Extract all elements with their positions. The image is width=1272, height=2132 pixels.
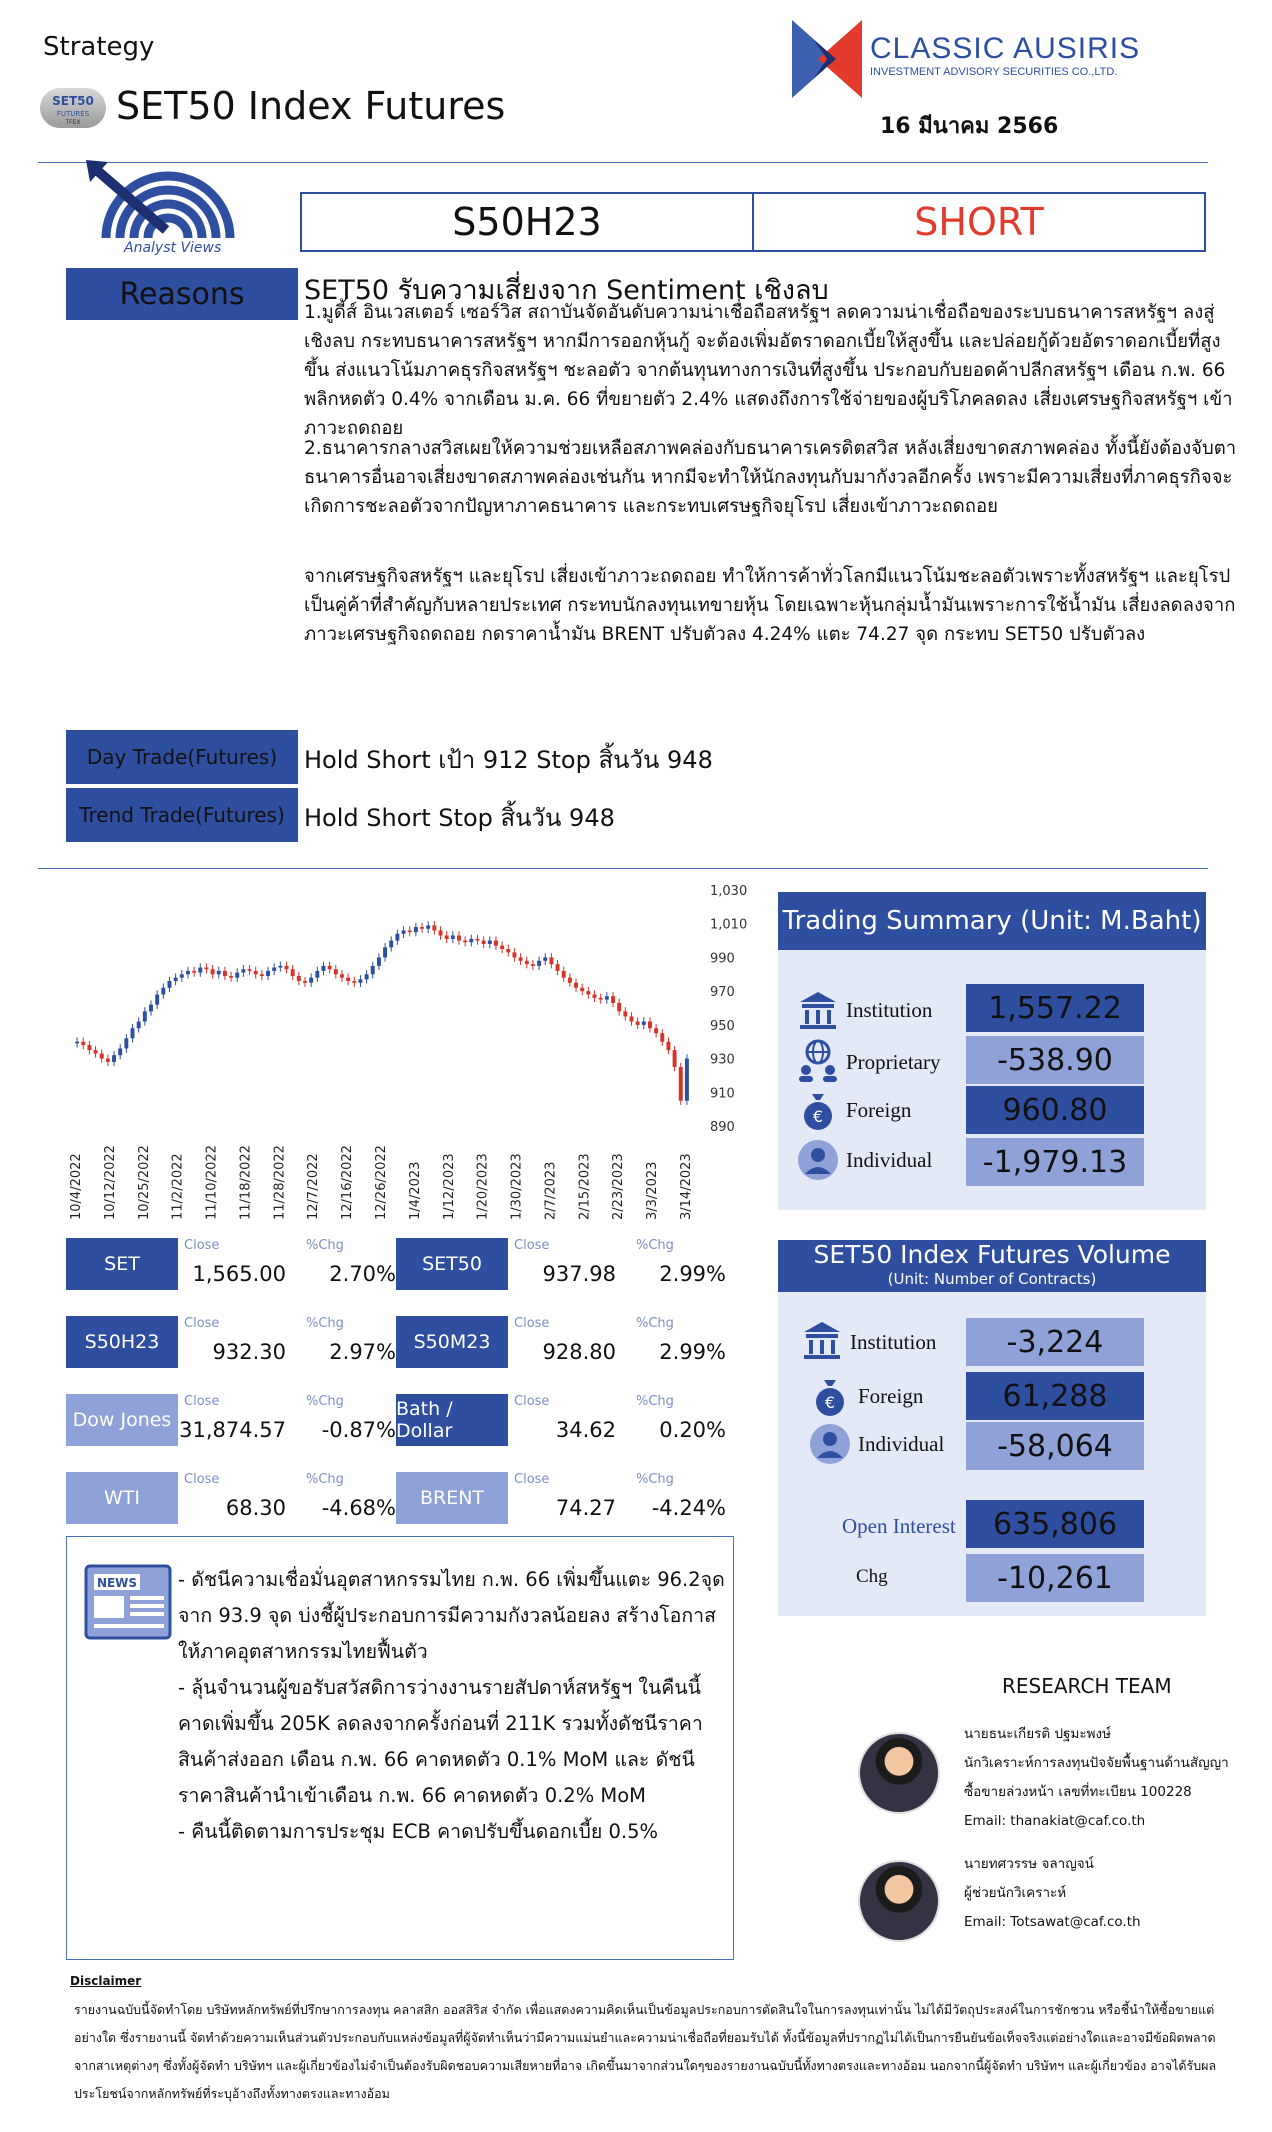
vol-row-label: Institution: [850, 1330, 937, 1354]
chg-value: 2.99%: [659, 1340, 726, 1364]
candle-body: [537, 961, 541, 966]
market-name: S50M23: [396, 1316, 508, 1368]
news-item: - ดัชนีความเชื่อมั่นอุตสาหกรรมไทย ก.พ. 66 เพิ่มขึ้นแตะ 96.2จุด จาก 93.9 จุด บ่งชี้ผู้ประกอบการมีความกังวลน้อยลง สร้างโอกาสให้ภาคอุตสาหกรรมไทยฟื้นตัว: [178, 1568, 725, 1663]
candle-body: [654, 1028, 658, 1033]
candle-body: [451, 936, 455, 939]
candle-body: [611, 996, 615, 1003]
analyst-role: ผู้ช่วยนักวิเคราะห์: [964, 1885, 1067, 1901]
candle-body: [248, 969, 252, 971]
set50-candlestick-chart: [60, 876, 760, 1226]
ts-value-institution: 1,557.22: [966, 984, 1144, 1032]
set50-futures-logo: [40, 88, 106, 128]
candle-body: [574, 983, 578, 988]
candle-body: [87, 1045, 91, 1050]
section-label: Strategy: [43, 32, 155, 62]
target-arrow-icon: [86, 160, 256, 240]
candle-body: [383, 947, 387, 957]
person-icon: [808, 1422, 852, 1466]
market-box: [66, 1316, 396, 1368]
x-tick-label: 1/20/2023: [475, 1153, 491, 1220]
svg-text:TFEX: TFEX: [65, 119, 81, 126]
candle-body: [642, 1021, 646, 1024]
candle-body: [389, 941, 393, 948]
chg-value: -0.87%: [321, 1418, 396, 1442]
chg-value: -4.24%: [651, 1496, 726, 1520]
candle-body: [118, 1048, 122, 1055]
x-tick-label: 12/26/2022: [374, 1145, 389, 1220]
market-name: SET: [66, 1238, 178, 1290]
candle-body: [679, 1067, 683, 1101]
candle-body: [322, 966, 326, 971]
x-tick-label: 2/15/2023: [577, 1153, 593, 1220]
news-list: [178, 1562, 730, 1850]
candle-body: [414, 927, 418, 932]
candle-body: [81, 1042, 85, 1045]
close-caption: Close: [184, 1316, 220, 1331]
candle-body: [506, 949, 510, 952]
close-value: 31,874.57: [179, 1418, 286, 1442]
candle-body: [266, 971, 270, 976]
close-caption: Close: [514, 1238, 550, 1253]
candle-body: [352, 981, 356, 983]
x-tick-label: 1/4/2023: [407, 1161, 423, 1220]
candle-body: [617, 1003, 621, 1011]
close-value: 928.80: [542, 1340, 616, 1364]
candle-body: [377, 957, 381, 965]
market-box: [396, 1316, 726, 1368]
candle-body: [143, 1011, 147, 1021]
candle-body: [358, 979, 362, 982]
close-value: 937.98: [542, 1262, 616, 1286]
close-value: 68.30: [225, 1496, 286, 1520]
analyst-card: [964, 1850, 1141, 1937]
chg-value: 0.20%: [659, 1418, 726, 1442]
y-tick-label: 950: [710, 1018, 735, 1034]
vol-row-label: Foreign: [858, 1384, 924, 1408]
candle-body: [420, 927, 424, 929]
chg-value: 2.70%: [329, 1262, 396, 1286]
candle-body: [605, 996, 609, 999]
candle-body: [180, 974, 184, 977]
candle-body: [186, 971, 190, 974]
candle-body: [673, 1050, 677, 1067]
candle-body: [365, 974, 369, 979]
candle-body: [568, 978, 572, 983]
disclaimer-text: รายงานฉบับนี้จัดทำโดย บริษัทหลักทรัพย์ที่ปรึกษาการลงทุน คลาสสิก ออสสิริส จำกัด เพื่อแสดงความคิดเห็นเป็นข้อมูลประกอบการตัดสินใจในการลงทุนเท่านั้น ไม่ได้มีวัตถุประสงค์ในการชักชวน หรือชี้นำให้ซื้อขายแต่อย่างใด ซึ่งรายงานนี้ จัดทำด้วยความเห็นส่วนตัวประกอบกับแหล่งข้อมูลที่ผู้จัดทำเห็นว่ามีความแม่นยำและความน่าเชื่อถือที่ยอมรับได้ ทั้งนี้ข้อมูลที่ปรากฏไม่ได้เป็นการยืนยันข้อเท็จจริงแต่อย่างใดและอาจมีข้อผิดพลาดจากสาเหตุต่างๆ ซึ่งทั้งผู้จัดทำ บริษัทฯ และผู้เกี่ยวข้องไม่จำเป็นต้องรับผิดชอบความเสียหายที่อาจ เกิดขึ้นมาจากส่วนใดๆของรายงานฉบับนี้ทั้งทางตรงและทางอ้อม นอกจากนี้ผู้จัดทำ บริษัทฯ และผู้เกี่ยวข้อง อาจได้รับผลประโยชน์จากหลักทรัพย์ที่ระบุอ้างถึงทั้งทางตรงและทางอ้อม: [74, 2002, 1217, 2101]
candle-body: [599, 998, 603, 1000]
ts-row-label: Institution: [846, 998, 933, 1022]
candle-body: [586, 991, 590, 994]
candle-body: [272, 968, 276, 971]
candle-body: [531, 964, 535, 966]
candle-body: [241, 969, 245, 972]
analyst-role: นักวิเคราะห์การลงทุนปัจจัยพื้นฐานด้านสัญญา: [964, 1755, 1229, 1771]
x-tick-label: 11/18/2022: [238, 1145, 254, 1220]
futures-volume-header: [778, 1240, 1206, 1292]
candle-body: [94, 1050, 98, 1053]
candle-body: [328, 966, 332, 969]
x-tick-label: 2/23/2023: [611, 1153, 627, 1220]
svg-text:FUTURES: FUTURES: [56, 110, 90, 118]
svg-text:SET50: SET50: [52, 94, 94, 108]
candle-body: [192, 971, 196, 973]
oi-chg-value: -10,261: [966, 1554, 1144, 1602]
candle-body: [636, 1021, 640, 1024]
ts-row-label: Proprietary: [846, 1050, 941, 1074]
candle-body: [562, 971, 566, 978]
close-caption: Close: [514, 1316, 550, 1331]
svg-text:€: €: [824, 1393, 836, 1412]
chg-caption: %Chg: [636, 1394, 674, 1409]
futures-volume-title: SET50 Index Futures Volume: [813, 1240, 1171, 1269]
page-title: SET50 Index Futures: [116, 84, 506, 128]
market-name: S50H23: [66, 1316, 178, 1368]
chg-caption: %Chg: [306, 1394, 344, 1409]
x-tick-label: 3/14/2023: [679, 1153, 694, 1220]
candle-body: [309, 978, 313, 983]
candle-body: [174, 978, 178, 981]
brand-subtitle: INVESTMENT ADVISORY SECURITIES CO.,LTD.: [870, 66, 1118, 78]
x-tick-label: 1/30/2023: [509, 1153, 525, 1220]
y-tick-label: 970: [710, 985, 735, 1001]
candle-body: [482, 941, 486, 944]
candle-body: [525, 961, 529, 964]
reason-paragraph: จากเศรษฐกิจสหรัฐฯ และยุโรป เสี่ยงเข้าภาวะถดถอย ทำให้การค้าทั่วโลกมีแนวโน้มชะลอตัวเพราะทั้งสหรัฐฯ และยุโรป เป็นคู่ค้าที่สำคัญกับหลายประเทศ กระทบนักลงทุนเทขายหุ้น โดยเฉพาะหุ้นกลุ่มน้ำมันเพราะการใช้น้ำมัน เสี่ยงลดลงจากภาวะเศรษฐกิจถดถอย กดราคาน้ำมัน BRENT ปรับตัวลง 4.24% แตะ 74.27 จุด กระทบ SET50 ปรับตัวลง: [304, 566, 1236, 645]
candle-body: [463, 941, 467, 943]
market-name: SET50: [396, 1238, 508, 1290]
close-caption: Close: [184, 1472, 220, 1487]
analyst-email[interactable]: Email: thanakiat@caf.co.th: [964, 1813, 1146, 1829]
candle-body: [549, 957, 553, 964]
ts-value-foreign: 960.80: [966, 1086, 1144, 1134]
market-box: [396, 1472, 726, 1524]
report-date: 16 มีนาคม 2566: [880, 114, 1059, 139]
market-box: [66, 1472, 396, 1524]
news-item: - คืนนี้ติดตามการประชุม ECB คาดปรับขึ้นดอกเบี้ย 0.5%: [178, 1820, 659, 1843]
oi-chg-label: Chg: [856, 1566, 888, 1587]
day-trade-recommendation: Hold Short เป้า 912 Stop สิ้นวัน 948: [304, 746, 713, 774]
analyst-name: นายธนะเกียรติ ปฐมะพงษ์: [964, 1726, 1112, 1742]
candle-body: [161, 988, 165, 995]
close-value: 74.27: [555, 1496, 616, 1520]
market-box: [66, 1238, 396, 1290]
candle-body: [137, 1021, 141, 1028]
futures-volume-subtitle: (Unit: Number of Contracts): [887, 1270, 1097, 1288]
trend-trade-recommendation: Hold Short Stop สิ้นวัน 948: [304, 804, 615, 832]
candle-body: [488, 941, 492, 944]
market-box: [396, 1394, 726, 1446]
market-name: WTI: [66, 1472, 178, 1524]
x-tick-label: 10/12/2022: [102, 1145, 118, 1220]
candle-body: [457, 936, 461, 941]
analyst-name: นายทศวรรษ จลาญจน์: [964, 1856, 1094, 1872]
candle-body: [149, 1005, 153, 1012]
candle-body: [512, 952, 516, 957]
chg-caption: %Chg: [306, 1472, 344, 1487]
candle-body: [198, 968, 202, 973]
candle-body: [648, 1021, 652, 1028]
open-interest-label: Open Interest: [842, 1514, 956, 1538]
candle-body: [223, 971, 227, 976]
candle-body: [666, 1042, 670, 1050]
classic-ausiris-logo: [792, 20, 862, 98]
ts-value-individual: -1,979.13: [966, 1138, 1144, 1186]
candle-body: [260, 974, 264, 976]
candle-body: [408, 930, 412, 932]
chg-value: -4.68%: [321, 1496, 396, 1520]
euro-money-bag-icon: [808, 1374, 852, 1418]
chg-caption: %Chg: [636, 1316, 674, 1331]
candle-body: [623, 1011, 627, 1016]
chg-caption: %Chg: [636, 1472, 674, 1487]
candle-body: [285, 966, 289, 969]
x-tick-label: 10/25/2022: [136, 1145, 152, 1220]
candle-body: [217, 971, 221, 974]
vol-value-institution: -3,224: [966, 1318, 1144, 1366]
analyst-photo: [858, 1860, 940, 1942]
close-caption: Close: [184, 1238, 220, 1253]
ts-row-label: Individual: [846, 1148, 933, 1172]
y-tick-label: 990: [710, 951, 735, 967]
candle-body: [235, 973, 239, 978]
candle-body: [278, 966, 282, 968]
candle-body: [211, 969, 215, 974]
analyst-email[interactable]: Email: Totsawat@caf.co.th: [964, 1914, 1141, 1930]
candle-body: [131, 1028, 135, 1038]
market-box: [396, 1238, 726, 1290]
x-tick-label: 2/7/2023: [543, 1161, 559, 1220]
x-tick-label: 10/4/2022: [69, 1153, 84, 1220]
candle-body: [432, 925, 436, 930]
vol-value-foreign: 61,288: [966, 1372, 1144, 1420]
reason-paragraph: 1.มูดี้ส์ อินเวสเตอร์ เซอร์วิส สถาบันจัดอันดับความน่าเชื่อถือสหรัฐฯ ลดความน่าเชื่อถือของระบบธนาคารสหรัฐฯ ลงสู่ เชิงลบ กระทบธนาคารสหรัฐฯ หากมีการออกหุ้นกู้ จะต้องเพิ่มอัตราดอกเบี้ยให้สูงขึ้น และปล่อยกู้ด้วยอัตราดอกเบี้ยที่สูงขึ้น ส่งแนวโน้มภาคธุรกิจสหรัฐฯ ชะลอตัว จากต้นทุนทางการเงินที่สูงขึ้น ประกอบกับยอดค้าปลีกสหรัฐฯ เดือน ก.พ. 66 พลิกหดตัว 0.4% จากเดือน ม.ค. 66 ที่ขยายตัว 2.4% แสดงถึงการใช้จ่ายของผู้บริโภคลดลง เสี่ยงเศรษฐกิจสหรัฐฯ เข้าภาวะถดถอย: [304, 302, 1233, 439]
candle-body: [395, 934, 399, 941]
candle-body: [204, 968, 208, 970]
news-icon-label: NEWS: [96, 1576, 138, 1590]
contract-position-box: [300, 192, 1206, 252]
ts-value-proprietary: -538.90: [966, 1036, 1144, 1084]
market-name: BRENT: [396, 1472, 508, 1524]
x-tick-label: 11/10/2022: [204, 1145, 220, 1220]
open-interest-value: 635,806: [966, 1500, 1144, 1548]
bank-icon: [800, 1318, 844, 1362]
market-name: Dow Jones: [66, 1394, 178, 1446]
chg-caption: %Chg: [306, 1316, 344, 1331]
trend-trade-label: Trend Trade(Futures): [66, 788, 298, 842]
analyst-card: [964, 1720, 1229, 1836]
candle-body: [124, 1038, 128, 1048]
candle-body: [426, 925, 430, 928]
globe-people-icon: [796, 1038, 840, 1082]
candle-body: [500, 946, 504, 949]
x-tick-label: 12/16/2022: [340, 1145, 356, 1220]
person-icon: [796, 1138, 840, 1182]
candle-body: [168, 981, 172, 988]
analyst-views-label: Analyst Views: [124, 240, 222, 256]
x-tick-label: 11/28/2022: [272, 1145, 288, 1220]
svg-text:€: €: [812, 1107, 824, 1126]
newspaper-icon: [82, 1562, 174, 1642]
candle-body: [334, 969, 338, 974]
candle-body: [75, 1042, 79, 1044]
candle-body: [685, 1059, 689, 1101]
candle-body: [112, 1055, 116, 1062]
bank-icon: [796, 988, 840, 1032]
candle-body: [445, 936, 449, 939]
chg-caption: %Chg: [306, 1238, 344, 1253]
analyst-photo: [858, 1732, 940, 1814]
close-value: 932.30: [212, 1340, 286, 1364]
candle-body: [315, 971, 319, 978]
candle-body: [580, 988, 584, 991]
candle-body: [439, 930, 443, 935]
candle-body: [371, 966, 375, 974]
disclaimer-title: Disclaimer: [70, 1974, 142, 1988]
contract-symbol: S50H23: [452, 200, 602, 244]
y-tick-label: 910: [710, 1086, 735, 1102]
market-name: Bath / Dollar: [396, 1394, 508, 1446]
candle-body: [106, 1059, 110, 1062]
candle-body: [402, 930, 406, 933]
reasons-label: Reasons: [66, 268, 298, 320]
candle-body: [254, 971, 258, 974]
x-tick-label: 3/3/2023: [645, 1161, 661, 1220]
position-signal: SHORT: [752, 194, 1204, 250]
day-trade-label: Day Trade(Futures): [66, 730, 298, 784]
market-box: [66, 1394, 396, 1446]
candle-body: [100, 1054, 104, 1059]
vol-row-label: Individual: [858, 1432, 945, 1456]
chg-value: 2.99%: [659, 1262, 726, 1286]
euro-money-bag-icon: [796, 1088, 840, 1132]
candle-body: [593, 995, 597, 998]
news-item: - ลุ้นจำนวนผู้ขอรับสวัสดิการว่างงานรายสัปดาห์สหรัฐฯ ในคืนนี้ คาดเพิ่มขึ้น 205K ลดลงจากครั้งก่อนที่ 211K รวมทั้งดัชนีราคาสินค้าส่งออก เดือน ก.พ. 66 คาดหดตัว 0.1% MoM และ ดัชนีราคาสินค้านำเข้าเดือน ก.พ. 66 คาดหดตัว 0.2% MoM: [178, 1676, 703, 1807]
candle-body: [340, 974, 344, 977]
candle-body: [556, 964, 560, 971]
chg-value: 2.97%: [329, 1340, 396, 1364]
candle-body: [297, 976, 301, 981]
close-value: 34.62: [555, 1418, 616, 1442]
candle-body: [229, 976, 233, 978]
candle-body: [494, 941, 498, 946]
y-tick-label: 890: [710, 1120, 735, 1135]
candle-body: [519, 957, 523, 960]
candle-body: [303, 981, 307, 983]
candle-body: [543, 957, 547, 960]
reasons-headline: SET50 รับความเสี่ยงจาก Sentiment เชิงลบ: [304, 275, 829, 306]
x-tick-label: 1/12/2023: [441, 1153, 457, 1220]
candle-body: [630, 1016, 634, 1021]
analyst-license: ซื้อขายล่วงหน้า เลขที่ทะเบียน 100228: [964, 1784, 1192, 1800]
close-value: 1,565.00: [192, 1262, 286, 1286]
candle-body: [291, 969, 295, 976]
candle-body: [476, 939, 480, 941]
candle-body: [346, 978, 350, 981]
close-caption: Close: [514, 1472, 550, 1487]
ts-row-label: Foreign: [846, 1098, 912, 1122]
x-tick-label: 11/2/2022: [170, 1153, 186, 1220]
brand-name: CLASSIC AUSIRIS: [870, 32, 1141, 65]
x-tick-label: 12/7/2022: [306, 1153, 322, 1220]
y-tick-label: 930: [710, 1052, 735, 1068]
y-tick-label: 1,010: [710, 917, 748, 933]
close-caption: Close: [514, 1394, 550, 1409]
candle-body: [469, 939, 473, 942]
divider: [38, 868, 1208, 869]
research-team-title: RESEARCH TEAM: [1002, 1674, 1172, 1698]
trading-summary-title: Trading Summary (Unit: M.Baht): [778, 892, 1206, 950]
close-caption: Close: [184, 1394, 220, 1409]
y-tick-label: 1,030: [710, 884, 748, 899]
candle-body: [155, 995, 159, 1005]
vol-value-individual: -58,064: [966, 1422, 1144, 1470]
chg-caption: %Chg: [636, 1238, 674, 1253]
candle-body: [660, 1033, 664, 1041]
reason-paragraph: 2.ธนาคารกลางสวิสเผยให้ความช่วยเหลือสภาพคล่องกับธนาคารเครดิตสวิส หลังเสี่ยงขาดสภาพคล่อง ทั้งนี้ยังต้องจับตาธนาคารอื่นอาจเสี่ยงขาดสภาพคล่องเช่นกัน หากมีจะทำให้นักลงทุนกับมากังวลอีกครั้ง เพราะมีความเสี่ยงที่ภาคธุรกิจจะเกิดการชะลอตัวจากปัญหาภาคธนาคาร และกระทบเศรษฐกิจยุโรป เสี่ยงเข้าภาวะถดถอย: [304, 438, 1237, 517]
